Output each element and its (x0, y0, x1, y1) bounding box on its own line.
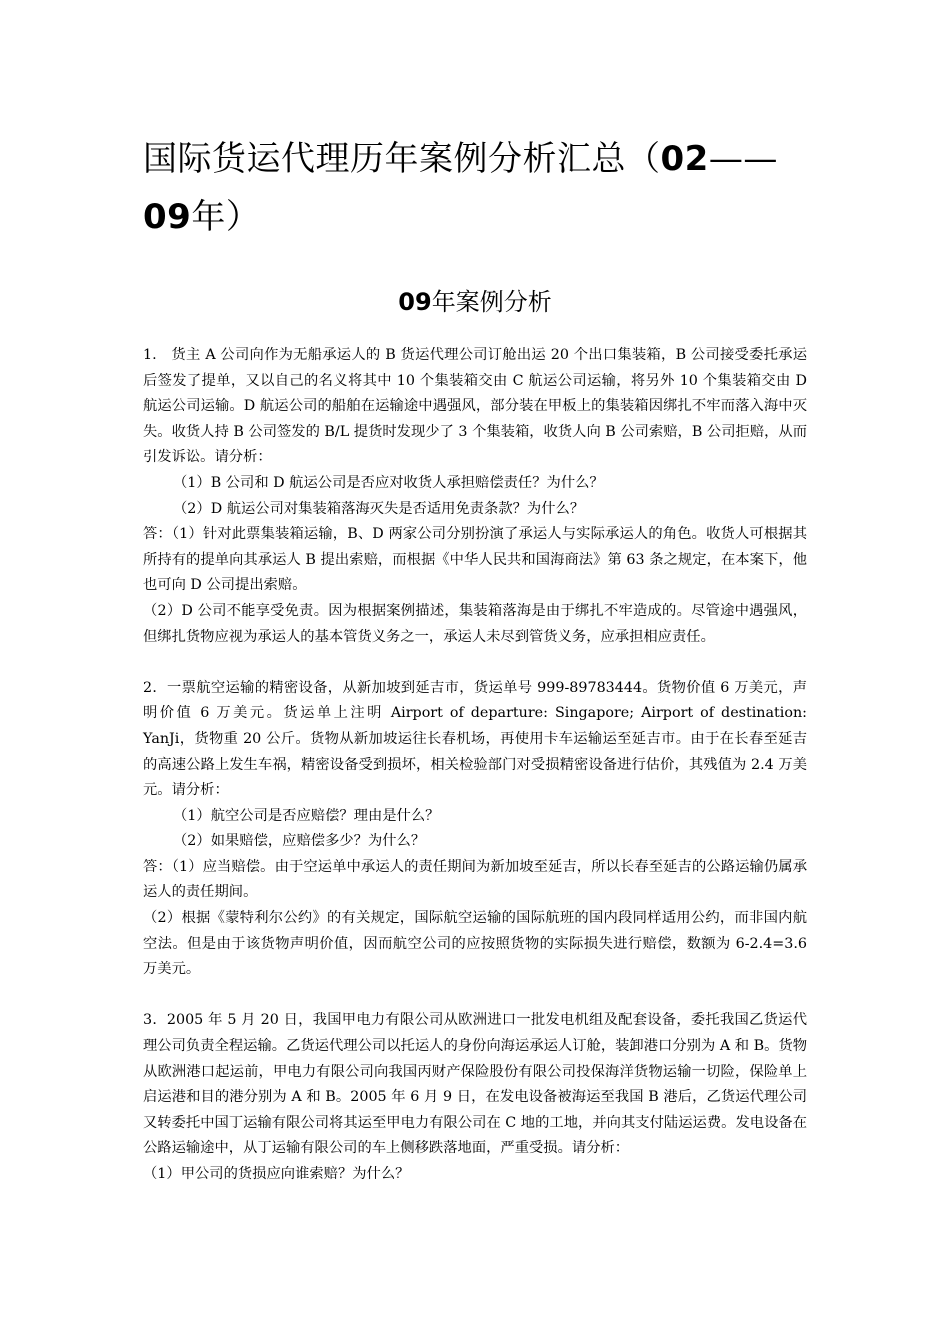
paragraph-gap (143, 983, 807, 1009)
section-label: 年案例分析 (431, 288, 552, 316)
title-year-start: 02 (660, 139, 709, 179)
title-year-end: 09 (143, 197, 192, 237)
title-prefix: 国际货运代理历年案例分析汇总（ (143, 139, 661, 179)
case-question: 3．2005 年 5 月 20 日，我国甲电力有限公司从欧洲进口一批发电机组及配套设备，委托我国乙货运代理公司负责全程运输。乙货运代理公司以托运人的身份向海运承运人订舱，装卸港口分别为 A 和 B。货物从欧洲港口起运前，甲电力有限公司向我国丙财产保险股份有限公司投保海洋货物运输一切险，保险单上启运港和目的港分别为 A 和 B。2005 年 6 月 9 日，在发电设备被海运至我国 B 港后，乙货运代理公司又转委托中国丁运输有限公司将其运至甲电力有限公司在 C 地的工地，并向其支付陆运运费。发电设备在公路运输途中，从丁运输有限公司的车上侧移跌落地面，严重受损。请分析： (143, 1012, 807, 1157)
case-answer: 答：（1）应当赔偿。由于空运单中承运人的责任期间为新加坡至延吉，所以长春至延吉的公路运输仍属承运人的责任期间。 (143, 858, 807, 901)
document-body (143, 343, 807, 1188)
sub-question: （1）B 公司和 D 航运公司是否应对收货人承担赔偿责任？为什么？ (173, 474, 604, 491)
case-1 (143, 343, 807, 650)
case-question: 2．一票航空运输的精密设备，从新加坡到延吉市，货运单号 999-89783444。货物价值 6 万美元，声明价值 6 万美元。货运单上注明 Airport of departure: Singapore; Airport of destination: YanJi，货物重 20 公斤。货物从新加坡运往长春机场，再使用卡车运输运至延吉市。由于在长春至延吉的高速公路上发生车祸，精密设备受到损坏，相关检验部门对受损精密设备进行估价，其残值为 2.4 万美元。请分析： (143, 679, 807, 799)
title-suffix: 年） (191, 197, 261, 237)
sub-question: （2）如果赔偿，应赔偿多少？为什么？ (173, 833, 426, 850)
case-2 (143, 676, 807, 983)
section-year: 09 (398, 288, 432, 316)
sub-question: （1）甲公司的货损应向谁索赔？为什么？ (143, 1166, 410, 1182)
sub-question: （2）D 航运公司对集装箱落海灭失是否适用免责条款？为什么？ (173, 500, 585, 517)
sub-question: （1）航空公司是否应赔偿？理由是什么？ (173, 807, 440, 824)
document-title (143, 130, 818, 246)
case-answer: （2）根据《蒙特利尔公约》的有关规定，国际航空运输的国际航班的国内段同样适用公约，而非国内航空法。但是由于该货物声明价值，因而航空公司的应按照货物的实际损失进行赔偿，数额为 6-2.4=3.6 万美元。 (143, 910, 807, 978)
section-title (143, 282, 807, 322)
case-question: 1. 货主 A 公司向作为无船承运人的 B 货运代理公司订舱出运 20 个出口集装箱，B 公司接受委托承运后签发了提单，又以自己的名义将其中 10 个集装箱交由 C 航运公司运输，将另外 10 个集装箱交由 D 航运公司运输。D 航运公司的船舶在运输途中遇强风，部分装在甲板上的集装箱因绑扎不牢而落入海中灭失。收货人持 B 公司签发的 B/L 提货时发现少了 3 个集装箱，收货人向 B 公司索赔，B 公司拒赔，从而引发诉讼。请分析： (143, 347, 807, 466)
case-answer: （2）D 公司不能享受免责。因为根据案例描述，集装箱落海是由于绑扎不牢造成的。尽管途中遇强风，但绑扎货物应视为承运人的基本管货义务之一，承运人未尽到管货义务，应承担相应责任。 (143, 602, 807, 645)
case-answer: 答：（1）针对此票集装箱运输，B、D 两家公司分别扮演了承运人与实际承运人的角色。收货人可根据其所持有的提单向其承运人 B 提出索赔，而根据《中华人民共和国海商法》第 63 条之规定，在本案下，他也可向 D 公司提出索赔。 (143, 526, 807, 594)
paragraph-gap (143, 650, 807, 676)
title-dash: —— (708, 139, 778, 179)
case-3 (143, 1008, 807, 1187)
